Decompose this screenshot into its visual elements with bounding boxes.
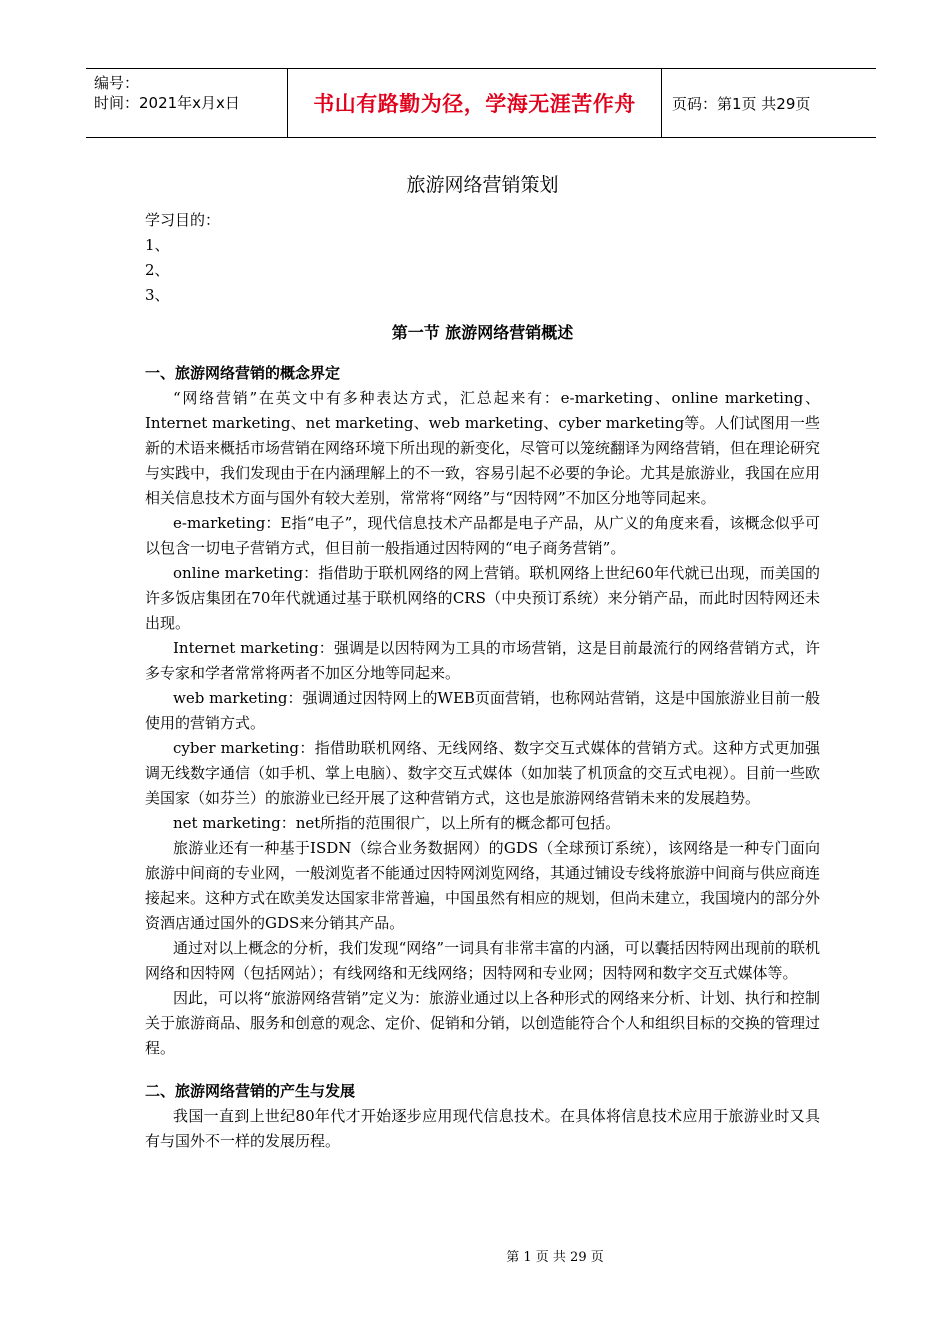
paragraph: web marketing：强调通过因特网上的WEB页面营销，也称网站营销，这是中国旅游业目前一般使用的营销方式。 xyxy=(145,689,820,732)
paragraph: 旅游业还有一种基于ISDN（综合业务数据网）的GDS（全球预订系统），该网络是一种专门面向旅游中间商的专业网，一般浏览者不能通过因特网浏览网络，其通过铺设专线将旅游中间商与供应商连接起来。这种方式在欧美发达国家非常普遍，中国虽然有相应的规划，但尚未建立，我国境内的部分外资酒店通过国外的GDS来分销其产品。 xyxy=(145,839,821,932)
header-motto: 书山有路勤为径，学海无涯苦作舟 xyxy=(288,69,662,137)
objective-item-1: 1、 xyxy=(145,236,170,254)
paragraph: online marketing：指借助于联机网络的网上营销。联机网络上世纪60年代就已出现，而美国的许多饭店集团在70年代就通过基于联机网络的CRS（中央预订系统）来分销产品，而此时因特网还未出现。 xyxy=(145,564,820,632)
document-body xyxy=(145,170,820,1154)
document-number-label: 编号： xyxy=(94,74,140,92)
paragraph: 通过对以上概念的分析，我们发现“网络”一词具有非常丰富的内涵，可以囊括因特网出现前的联机网络和因特网（包括网站）；有线网络和无线网络；因特网和专业网；因特网和数字交互式媒体等。 xyxy=(145,939,820,982)
paragraph: 因此，可以将“旅游网络营销”定义为：旅游业通过以上各种形式的网络来分析、计划、执行和控制关于旅游商品、服务和创意的观念、定价、促销和分销，以创造能符合个人和组织目标的交换的管理过程。 xyxy=(145,989,821,1057)
paragraph: “网络营销”在英文中有多种表达方式，汇总起来有：e-marketing、online marketing、Internet marketing、net marketing、web marketing、cyber marketing等。人们试图用一些新的术语来概括市场营销在网络环境下所出现的新变化，尽管可以笼统翻译为网络营销，但在理论研究与实践中，我们发现由于在内涵理解上的不一致，容易引起不必要的争论。尤其是旅游业，我国在应用相关信息技术方面与国外有较大差别，常常将“网络”与“因特网”不加区分地等同起来。 xyxy=(145,389,821,507)
document-time-label: 时间：2021年x月x日 xyxy=(94,94,240,112)
section-title: 第一节 旅游网络营销概述 xyxy=(391,323,574,342)
heading-origin-development: 二、旅游网络营销的产生与发展 xyxy=(145,1082,356,1100)
objective-item-3: 3、 xyxy=(145,286,170,304)
objectives-label: 学习目的： xyxy=(145,211,221,229)
page-footer: 第 1 页 共 29 页 xyxy=(506,1250,604,1265)
paragraph: cyber marketing：指借助联机网络、无线网络、数字交互式媒体的营销方式。这种方式更加强调无线数字通信（如手机、掌上电脑）、数字交互式媒体（如加装了机顶盒的交互式电视）。目前一些欧美国家（如芬兰）的旅游业已经开展了这种营销方式，这也是旅游网络营销未来的发展趋势。 xyxy=(145,739,821,807)
objective-item-2: 2、 xyxy=(145,261,170,279)
paragraph: 我国一直到上世纪80年代才开始逐步应用现代信息技术。在具体将信息技术应用于旅游业时又具有与国外不一样的发展历程。 xyxy=(145,1107,820,1150)
header-meta xyxy=(86,69,288,137)
header-page-info: 页码：第1页 共29页 xyxy=(672,94,811,113)
paragraph: e-marketing：E指“电子”，现代信息技术产品都是电子产品，从广义的角度来看，该概念似乎可以包含一切电子营销方式，但目前一般指通过因特网的“电子商务营销”。 xyxy=(145,514,820,557)
paragraph: Internet marketing：强调是以因特网为工具的市场营销，这是目前最流行的网络营销方式，许多专家和学者常常将两者不加区分地等同起来。 xyxy=(145,639,820,682)
page-header xyxy=(86,68,876,138)
spacer xyxy=(145,1061,820,1079)
heading-concept-definition: 一、旅游网络营销的概念界定 xyxy=(145,364,341,382)
document-title: 旅游网络营销策划 xyxy=(406,174,559,196)
paragraph: net marketing：net所指的范围很广，以上所有的概念都可包括。 xyxy=(173,814,621,832)
